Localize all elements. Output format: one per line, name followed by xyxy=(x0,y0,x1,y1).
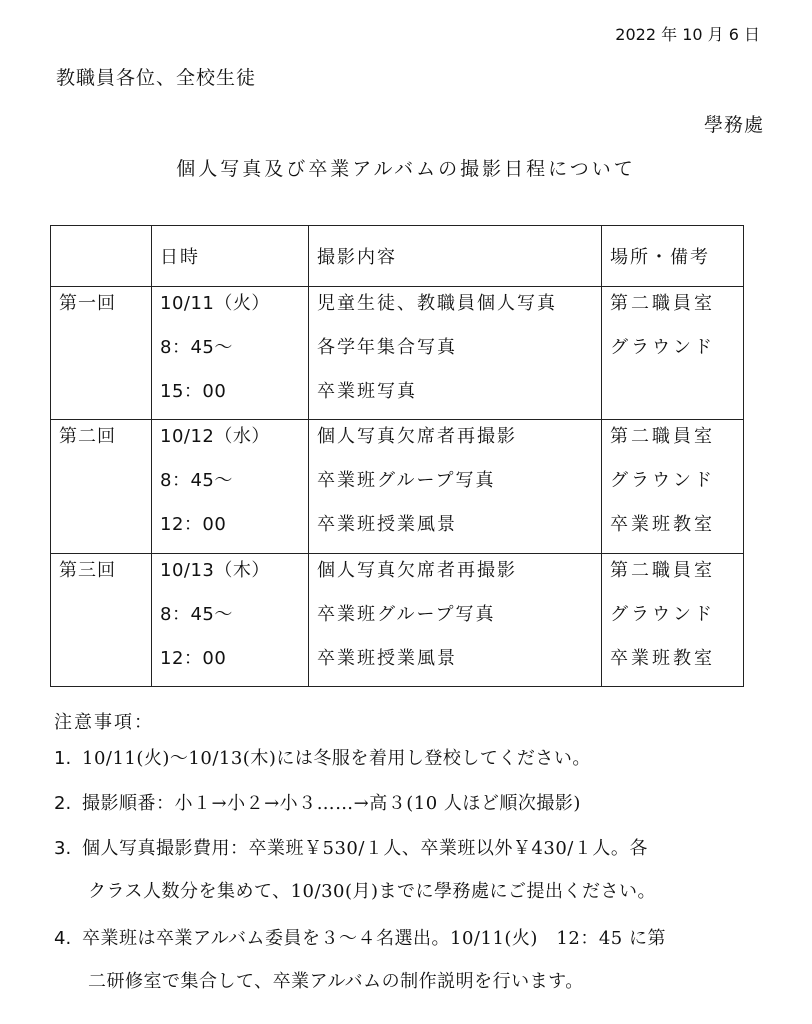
place-item: 卒業班教室 xyxy=(610,514,715,536)
table-row-round-2 xyxy=(51,420,744,553)
date-text: 10/12（水） xyxy=(160,426,270,448)
header-content: 撮影内容 xyxy=(309,226,602,287)
note-item-4-continued: 二研修室で集合して、卒業アルバムの制作説明を行います。 xyxy=(88,971,584,992)
round-label xyxy=(51,553,152,686)
content-item: 個人写真欠席者再撮影 xyxy=(317,426,517,448)
schedule-table xyxy=(50,225,744,687)
content-item: 卒業班授業風景 xyxy=(317,514,457,536)
notes-heading: 注意事項： xyxy=(54,712,154,733)
content-item: 各学年集合写真 xyxy=(317,337,457,358)
place-cell xyxy=(602,553,744,686)
note-item-4 xyxy=(54,917,774,961)
content-item: 個人写真欠席者再撮影 xyxy=(317,559,517,581)
place-item: グラウンド xyxy=(610,337,715,358)
table-row-round-1 xyxy=(51,287,744,420)
place-cell xyxy=(602,287,744,420)
start-time: 8：45～ xyxy=(160,337,233,358)
note-text: 卒業班は卒業アルバム委員を３～４名選出。10/11(火) 12：45 に第 xyxy=(82,928,666,949)
note-text: 個人写真撮影費用：卒業班￥530/１人、卒業班以外￥430/１人。各 xyxy=(82,838,648,859)
content-item: 卒業班グループ写真 xyxy=(317,470,496,492)
place-cell xyxy=(602,420,744,553)
table-header-row xyxy=(51,226,744,287)
round-label xyxy=(51,287,152,420)
datetime-cell xyxy=(152,287,309,420)
note-number: 3. xyxy=(54,838,72,859)
round-name: 第一回 xyxy=(59,293,116,314)
note-number: 1. xyxy=(54,748,72,769)
place-item xyxy=(610,375,735,419)
place-item: グラウンド xyxy=(610,470,715,492)
table-row-round-3 xyxy=(51,553,744,686)
note-text: 10/11(火)～10/13(木)には冬服を着用し登校してください。 xyxy=(82,748,591,769)
end-time: 15：00 xyxy=(160,381,227,402)
note-item-3 xyxy=(54,827,774,871)
header-datetime: 日時 xyxy=(152,226,309,287)
content-item: 卒業班写真 xyxy=(317,381,417,402)
header-place: 場所・備考 xyxy=(602,226,744,287)
header-blank xyxy=(51,226,152,287)
content-item: 児童生徒、教職員個人写真 xyxy=(317,293,557,314)
note-item-2 xyxy=(54,782,774,826)
date-text: 10/11（火） xyxy=(160,293,270,314)
document-title: 個人写真及び卒業アルバムの撮影日程について xyxy=(176,158,636,180)
place-item: グラウンド xyxy=(610,603,715,625)
end-time: 12：00 xyxy=(160,514,227,536)
place-item: 卒業班教室 xyxy=(610,647,715,669)
end-time: 12：00 xyxy=(160,647,227,669)
round-name: 第二回 xyxy=(59,426,116,448)
note-item-1 xyxy=(54,737,774,781)
round-label xyxy=(51,420,152,553)
content-cell xyxy=(309,287,602,420)
start-time: 8：45～ xyxy=(160,603,233,625)
sender: 學務處 xyxy=(703,114,764,136)
datetime-cell xyxy=(152,553,309,686)
note-item-3-continued: クラス人数分を集めて、10/30(月)までに學務處にご提出ください。 xyxy=(88,881,657,902)
recipients: 教職員各位、全校生徒 xyxy=(56,67,257,89)
place-item: 第二職員室 xyxy=(610,293,715,314)
content-cell xyxy=(309,420,602,553)
note-text: 撮影順番：小１→小２→小３……→高３(10 人ほど順次撮影) xyxy=(82,793,581,814)
place-item: 第二職員室 xyxy=(610,559,715,581)
document-date: 2022 年 10 月 6 日 xyxy=(615,25,760,44)
datetime-cell xyxy=(152,420,309,553)
note-number: 2. xyxy=(54,793,72,814)
place-item: 第二職員室 xyxy=(610,426,715,448)
date-text: 10/13（木） xyxy=(160,559,270,581)
start-time: 8：45～ xyxy=(160,470,233,492)
round-name: 第三回 xyxy=(59,559,116,581)
content-item: 卒業班グループ写真 xyxy=(317,603,496,625)
note-number: 4. xyxy=(54,928,72,949)
content-cell xyxy=(309,553,602,686)
content-item: 卒業班授業風景 xyxy=(317,647,457,669)
